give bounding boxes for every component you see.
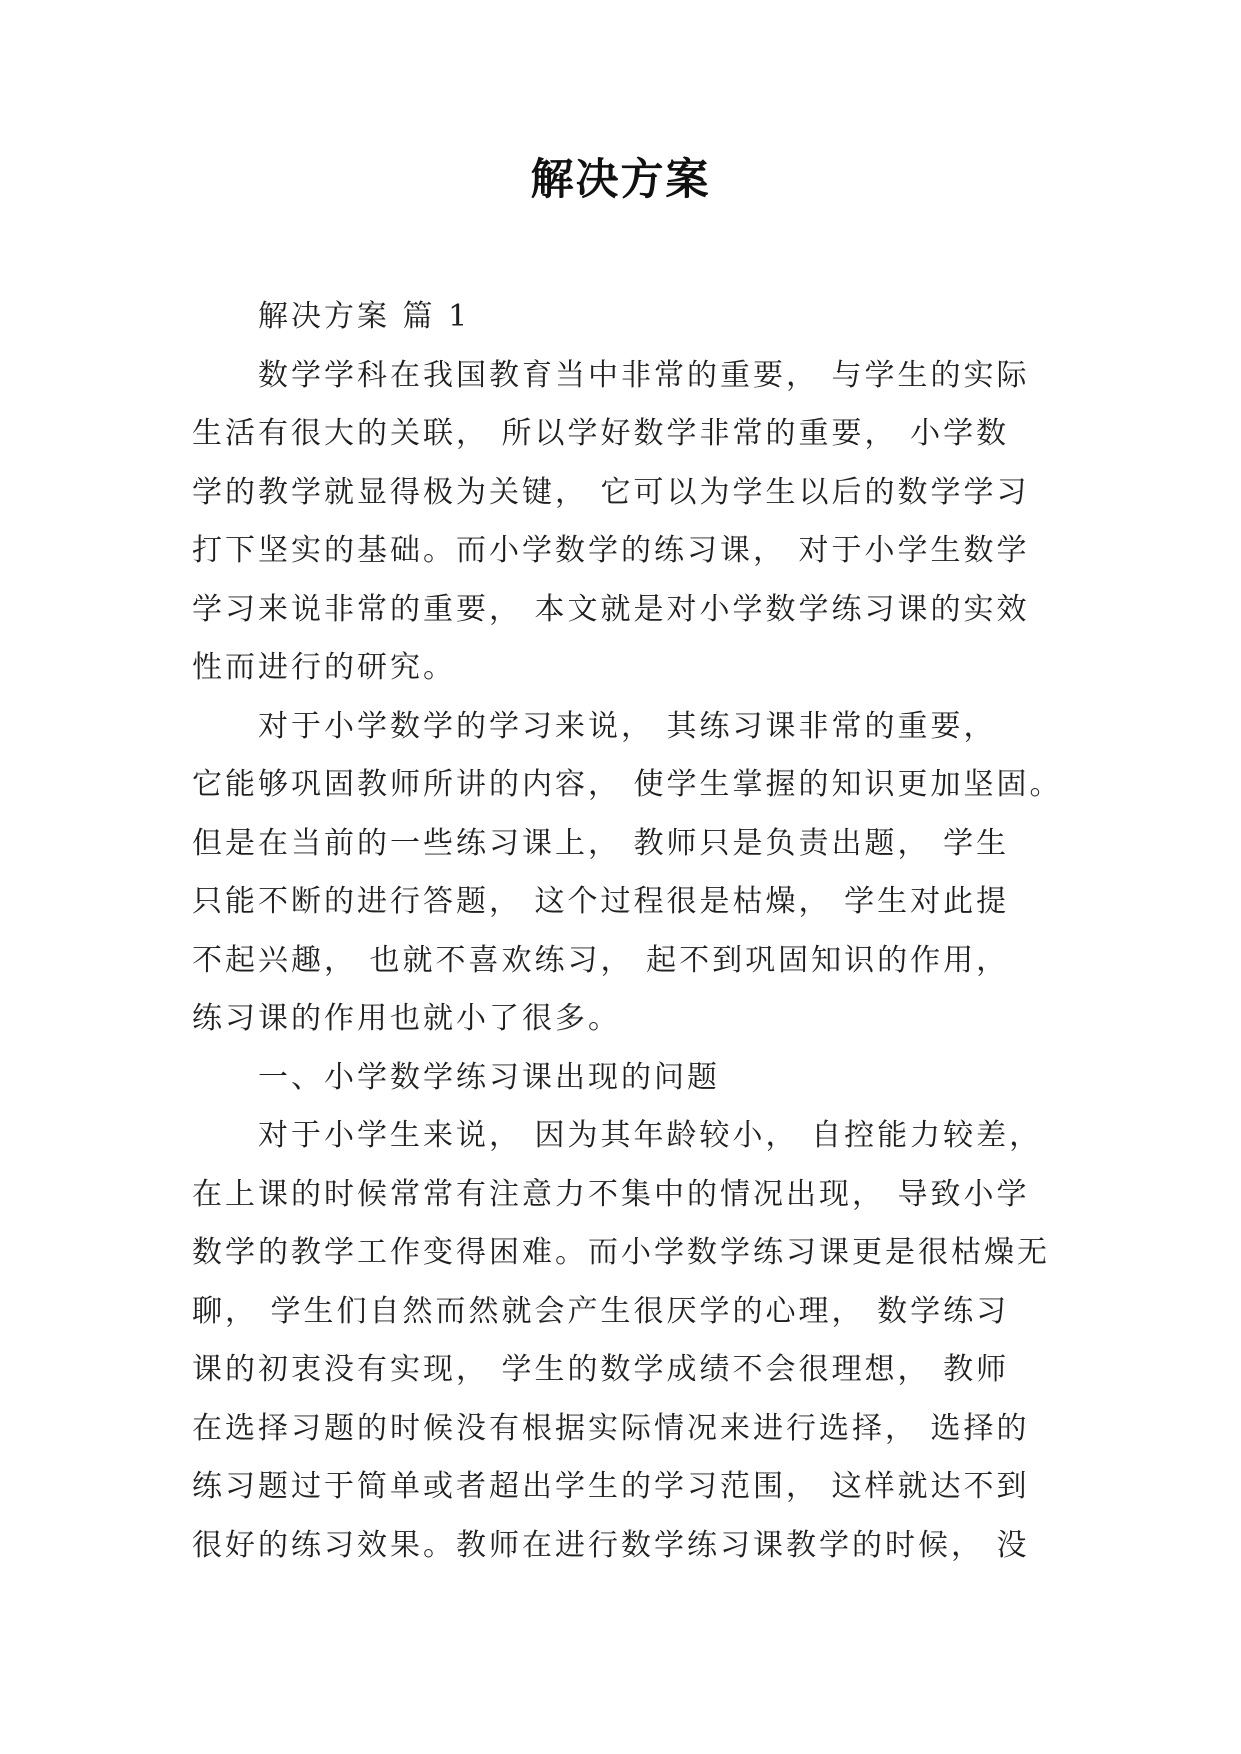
text-line: 它能够巩固教师所讲的内容， 使学生掌握的知识更加坚固。: [192, 767, 1063, 802]
text-line: 但是在当前的一些练习课上， 教师只是负责出题， 学生: [192, 825, 1010, 861]
text-line: 打下坚实的基础。而小学数学的练习课， 对于小学生数学: [192, 533, 1030, 568]
paragraph: [192, 347, 1072, 698]
text-line: 生活有很大的关联， 所以学好数学非常的重要， 小学数: [192, 416, 1010, 451]
text-line: 在上课的时候常常有注意力不集中的情况出现， 导致小学: [192, 1176, 1030, 1212]
paragraph: [192, 698, 1072, 1049]
text-line: 性而进行的研究。: [192, 650, 456, 685]
document-body: [192, 288, 1072, 1575]
text-line: 练习题过于简单或者超出学生的学习范围， 这样就达不到: [192, 1469, 1030, 1504]
document-title: 解决方案: [530, 155, 711, 205]
text-line: 数学的教学工作变得困难。而小学数学练习课更是很枯燥无: [192, 1235, 1050, 1270]
text-line: 在选择习题的时候没有根据实际情况来进行选择， 选择的: [192, 1410, 1030, 1446]
text-line: 一、小学数学练习课出现的问题: [258, 1059, 720, 1095]
text-line: 对于小学数学的学习来说， 其练习课非常的重要，: [258, 708, 997, 744]
text-line: 很好的练习效果。教师在进行数学练习课教学的时候， 没: [192, 1527, 1030, 1563]
section-heading: [192, 1049, 1072, 1108]
text-line: 学的教学就显得极为关键， 它可以为学生以后的数学学习: [192, 474, 1030, 510]
text-line: 对于小学生来说， 因为其年龄较小， 自控能力较差，: [258, 1118, 1043, 1153]
text-line: 不起兴趣， 也就不喜欢练习， 起不到巩固知识的作用，: [192, 942, 1010, 978]
text-line: 数学学科在我国教育当中非常的重要， 与学生的实际: [258, 357, 1030, 393]
text-line: 解决方案 篇 1: [258, 299, 471, 334]
text-line: 只能不断的进行答题， 这个过程很是枯燥， 学生对此提: [192, 884, 1010, 919]
section-label: [192, 288, 1072, 347]
paragraph: [192, 1107, 1072, 1575]
text-line: 学习来说非常的重要， 本文就是对小学数学练习课的实效: [192, 591, 1030, 627]
text-line: 课的初衷没有实现， 学生的数学成绩不会很理想， 教师: [192, 1352, 1010, 1387]
text-line: 练习课的作用也就小了很多。: [192, 1001, 621, 1036]
text-line: 聊， 学生们自然而然就会产生很厌学的心理， 数学练习: [192, 1293, 1010, 1329]
